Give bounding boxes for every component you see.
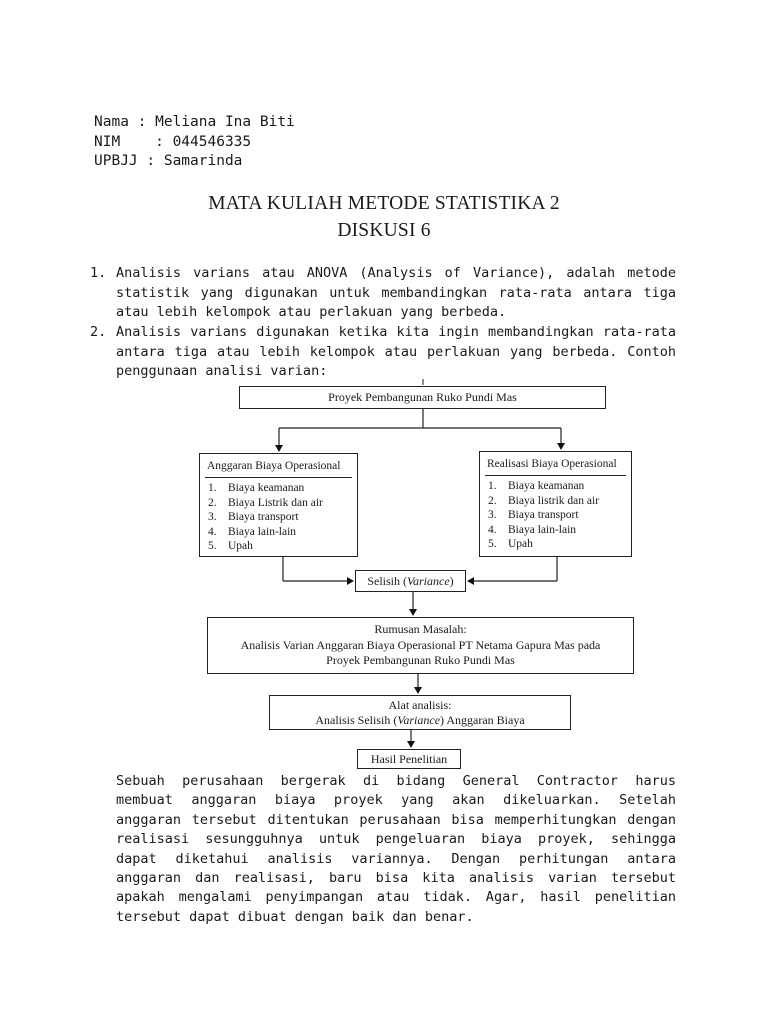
list-number: 1. (90, 265, 107, 281)
budget-title: Anggaran Biaya Operasional (205, 454, 352, 478)
list-number: 2. (90, 324, 107, 340)
student-name: Nama : Meliana Ina Biti (94, 114, 295, 130)
budget-box (199, 453, 358, 557)
problem-line: Analisis Varian Anggaran Biaya Operasional PT Netama Gapura Mas pada (240, 637, 601, 652)
project-label: Proyek Pembangunan Ruko Pundi Mas (328, 390, 517, 404)
discussion-title: DISKUSI 6 (337, 220, 431, 241)
result-box (357, 749, 461, 769)
list-text: Analisis varians digunakan ketika kita ingin membandingkan rata-rata antara tiga atau lebih kelompok atau perlakuan yang berbeda. Contoh penggunaan analisi varian: (116, 324, 676, 380)
course-title: MATA KULIAH METODE STATISTIKA 2 (208, 193, 560, 214)
list-text: Analisis varians atau ANOVA (Analysis of Variance), adalah metode statistik yang digunakan untuk membandingkan rata-rata antara tiga atau lebih kelompok atau perlakuan yang berbeda. (116, 265, 676, 321)
variance-label: Selisih (Variance) (367, 573, 454, 588)
list-item: 5. Upah (208, 540, 253, 553)
student-upbjj: UPBJJ : Samarinda (94, 153, 243, 169)
list-item: 4. Biaya lain-lain (208, 525, 297, 538)
realization-title: Realisasi Biaya Operasional (485, 452, 626, 476)
list-item: 1. Biaya keamanan (488, 480, 585, 492)
variance-box (355, 570, 466, 592)
result-label: Hasil Penelitian (370, 751, 448, 766)
list-item: 2. Biaya Listrik dan air (208, 496, 323, 509)
list-item: 2. Biaya listrik dan air (488, 494, 600, 507)
list-item: 4. Biaya lain-lain (488, 523, 577, 536)
budget-list (200, 478, 357, 554)
problem-line: Proyek Pembangunan Ruko Pundi Mas (326, 653, 515, 668)
project-box (239, 386, 606, 409)
realization-list (480, 476, 631, 552)
realization-box (479, 451, 632, 557)
student-nim: NIM : 044546335 (94, 133, 252, 150)
body-paragraph: Sebuah perusahaan bergerak di bidang General Contractor harus membuat anggaran biaya proyek yang akan dikeluarkan. Setelah anggaran tersebut ditentukan perusahaan bisa memperhitungkan dengan realisasi sesungguhnya untuk pengeluaran biaya proyek, sehingga dapat diketahui analisis variannya. Dengan perhitungan antara anggaran dan realisasi, baru bisa kita analisis varian tersebut apakah mengalami penyimpangan atau tidak. Agar, hasil penelitian tersebut dapat dibuat dengan baik dan benar. (116, 773, 676, 925)
analysis-tool-box (269, 695, 571, 730)
list-item: 5. Upah (488, 538, 533, 551)
problem-heading: Rumusan Masalah: (374, 622, 467, 637)
list-item: 1. Biaya keamanan (208, 482, 305, 494)
list-item: 3. Biaya transport (208, 511, 299, 524)
list-item: 3. Biaya transport (488, 509, 579, 522)
problem-statement-box (207, 617, 634, 674)
analysis-heading: Alat analisis: (388, 697, 452, 712)
analysis-line: Analisis Selisih (Variance) Anggaran Biaya (315, 712, 525, 727)
